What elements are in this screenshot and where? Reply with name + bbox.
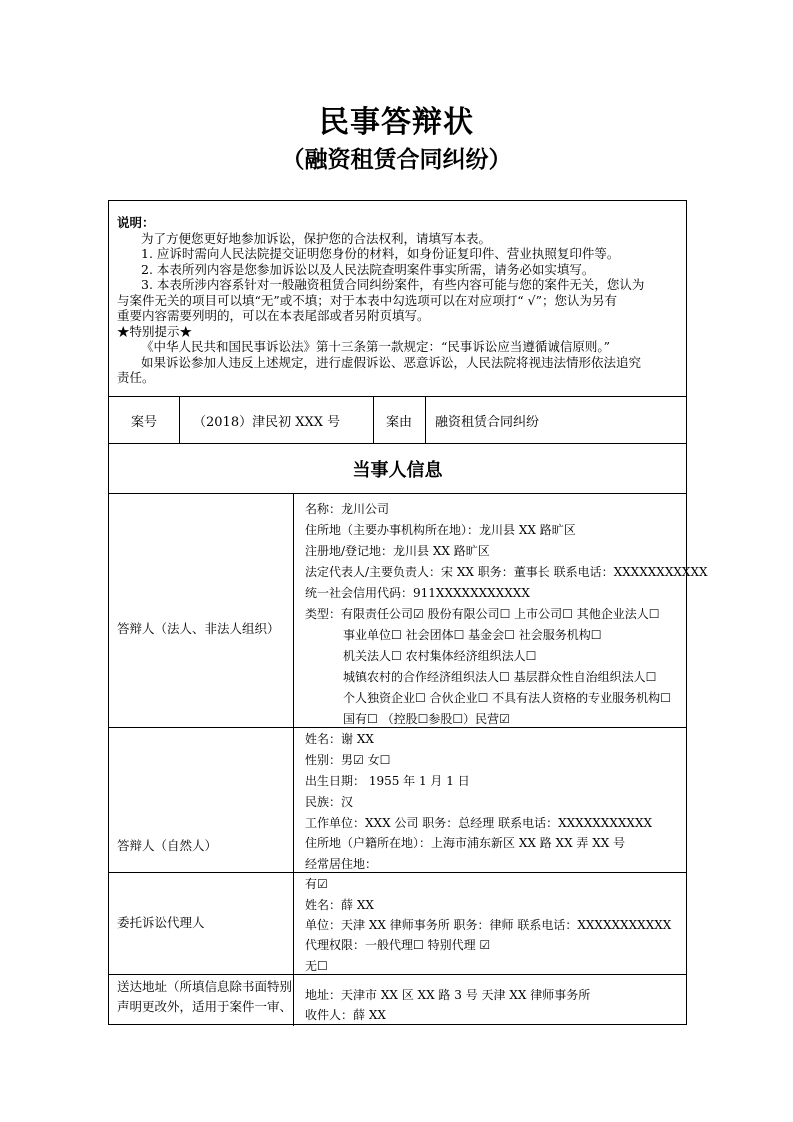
instruction-line: 《中华人民共和国民事诉讼法》第十三条第一款规定：“民事诉讼应当遵循诚信原则。” [141,339,611,354]
instructions-heading: 说明： [117,215,155,230]
instruction-line: 1. 应诉时需向人民法院提交证明您身份的材料，如身份证复印件、营业执照复印件等。 [141,246,620,261]
instructions-section [109,201,686,397]
person-residence: 经常居住地： [305,857,378,871]
service-address-label-line: 声明更改外，适用于案件一审、 [117,999,293,1014]
case-cause-label: 案由 [385,414,412,430]
agent-has: 有☑ [305,877,328,891]
respondent-person-row [109,728,686,873]
document-title: 民事答辩状 [319,105,474,140]
respondent-org-label: 答辩人（法人、非法人组织） [117,621,280,636]
instruction-line: 如果诉讼参加人违反上述规定，进行虚假诉讼、恶意诉讼，人民法院将视违法情形依法追究 [141,354,642,370]
agent-authority: 代理权限：一般代理☐ 特别代理 ☑ [305,938,491,952]
service-address-label [117,977,292,1017]
org-type-line: 事业单位☐ 社会团体☐ 基金会☐ 社会服务机构☐ [343,628,602,642]
instruction-line: 3. 本表所涉内容系针对一般融资租赁合同纠纷案件，有些内容可能与您的案件无关，您认为 [141,277,645,292]
org-name: 名称：龙川公司 [305,502,390,516]
party-section-header [109,444,686,494]
org-registered-address: 注册地/登记地：龙川县 XX 路旷区 [305,544,490,558]
instruction-line: 重要内容需要列明的，可以在本表尾部或者另附页填写。 [117,308,430,323]
agent-name: 姓名：薛 XX [305,898,374,912]
org-type-line: 类型：有限责任公司☑ 股份有限公司☐ 上市公司☐ 其他企业法人☐ [305,607,660,621]
service-address-row [109,975,686,1026]
document-subtitle: （融资租赁合同纠纷） [281,146,512,173]
case-cause-value: 融资租赁合同纠纷 [435,414,540,430]
org-type-line: 个人独资企业☐ 合伙企业☐ 不具有法人资格的专业服务机构☐ [343,691,671,705]
org-type-line: 城镇农村的合作经济组织法人☐ 基层群众性自治组织法人☐ [343,670,657,684]
form-table [108,200,708,1025]
person-birthdate: 出生日期： 1955 年 1 月 1 日 [305,774,470,788]
agent-row [109,873,686,975]
instruction-line: 责任。 [117,370,155,385]
case-number-value: （2018）津民初 XXX 号 [193,414,341,430]
service-address: 地址：天津市 XX 区 XX 路 3 号 天津 XX 律师事务所 [305,988,591,1002]
org-representative: 法定代表人/主要负责人：宋 XX 职务：董事长 联系电话：XXXXXXXXXXX [305,565,708,579]
org-credit-code: 统一社会信用代码：911XXXXXXXXXXX [305,586,530,600]
org-type-line: 机关法人☐ 农村集体经济组织法人☐ [343,649,537,663]
agent-firm: 单位：天津 XX 律师事务所 职务：律师 联系电话：XXXXXXXXXXX [305,918,672,932]
person-gender: 性别：男☑ 女☐ [305,753,391,767]
person-employment: 工作单位：XXX 公司 职务：总经理 联系电话：XXXXXXXXXXX [305,816,653,830]
respondent-person-label: 答辩人（自然人） [117,838,218,853]
agent-label: 委托诉讼代理人 [117,915,205,930]
case-row [109,397,686,444]
person-ethnicity: 民族：汉 [305,795,354,809]
service-recipient: 收件人：薛 XX [305,1008,386,1022]
org-address: 住所地（主要办事机构所在地）：龙川县 XX 路旷区 [305,523,576,537]
person-domicile: 住所地（户籍所在地）：上海市浦东新区 XX 路 XX 弄 XX 号 [305,836,626,850]
service-address-label-line: 送达地址（所填信息除书面特别 [117,979,293,994]
org-ownership-line: 国有☐ （控股☐参股☐）民营☑ [343,712,510,726]
case-number-label: 案号 [130,414,157,430]
respondent-org-row [109,494,708,728]
party-section-title: 当事人信息 [352,459,443,481]
instruction-line: 为了方便您更好地参加诉讼，保护您的合法权利，请填写本表。 [141,230,492,246]
special-notice-heading: ★特别提示★ [117,323,193,339]
agent-none: 无☐ [305,959,328,973]
instruction-line: 2. 本表所列内容是您参加诉讼以及人民法院查明案件事实所需，请务必如实填写。 [141,261,595,277]
instruction-line: 与案件无关的项目可以填“无”或不填；对于本表中勾选项可以在对应项打“ √”；您认为另有 [117,292,618,308]
person-name: 姓名：谢 XX [305,732,374,746]
